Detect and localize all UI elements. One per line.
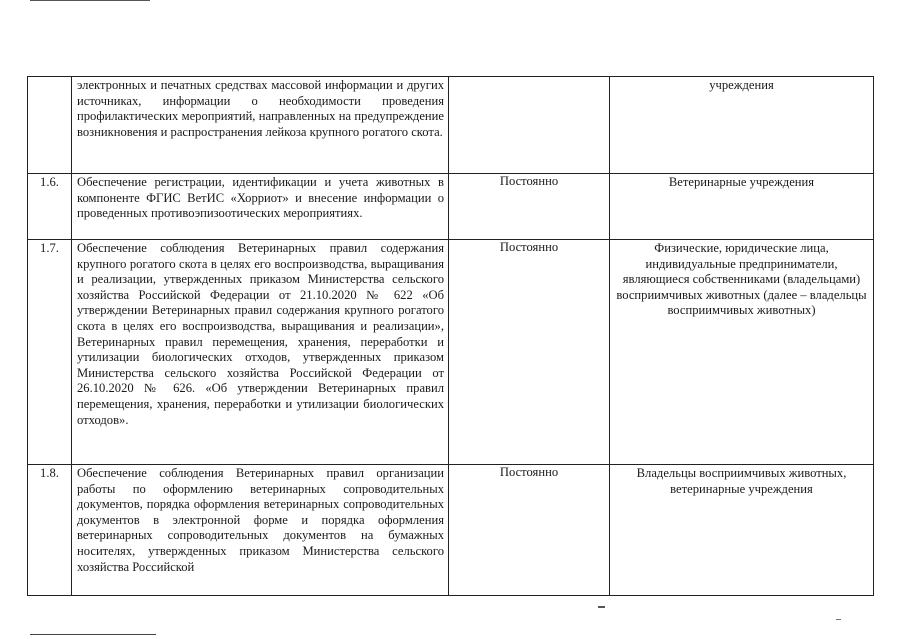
- table-row: [28, 77, 874, 174]
- responsible-cell: Владельцы восприимчивых животных, ветеринарные учреждения: [610, 465, 874, 596]
- measure-text: электронных и печатных средствах массовой информации и других источниках, информации о необходимости проведения профилактических мероприятий, направленных на предупреждение возникновения и распространения лейкоза крупного рогатого скота.: [77, 78, 444, 139]
- measures-table: [27, 76, 874, 596]
- row-number: [28, 77, 72, 174]
- scan-edge-line-bottom: [30, 634, 156, 635]
- responsible-cell: учреждения: [610, 77, 874, 174]
- scan-edge-line-top: [30, 0, 150, 1]
- term-cell: Постоянно: [449, 465, 610, 596]
- measure-text: Обеспечение регистрации, идентификации и учета животных в компоненте ФГИС ВетИС «Хорриот» и внесение информации о проведенных противоэпизоотических мероприятиях.: [77, 175, 444, 221]
- measure-cell: [72, 174, 449, 240]
- term-cell: [449, 77, 610, 174]
- measure-cell: [72, 465, 449, 596]
- measure-text: Обеспечение соблюдения Ветеринарных правил содержания крупного рогатого скота в целях его воспроизводства, выращивания и реализации, утвержденных приказом Министерства сельского хозяйства Российской Федерации от 21.10.2020 № 622 «Об утверждении Ветеринарных правил содержания крупного рогатого скота в целях его воспроизводства, выращивания и реализации», Ветеринарных правил перемещения, хранения, переработки и утилизации биологических отходов, утвержденных приказом Министерства сельского хозяйства Российской Федерации от 26.10.2020 № 626. «Об утверждении Ветеринарных правил перемещения, хранения, переработки и утилизации биологических отходов».: [77, 241, 444, 427]
- row-number: 1.6.: [28, 174, 72, 240]
- row-number: 1.8.: [28, 465, 72, 596]
- measure-cell: [72, 240, 449, 465]
- term-cell: Постоянно: [449, 240, 610, 465]
- table-row: [28, 174, 874, 240]
- measure-text: Обеспечение соблюдения Ветеринарных правил организации работы по оформлению ветеринарных сопроводительных документов, порядка оформления ветеринарных сопроводительных документов в электронной форме и порядка оформления ветеринарных сопроводительных документов на бумажных носителях, утвержденных приказом Министерства сельского хозяйства Российской: [77, 466, 444, 574]
- responsible-cell: Ветеринарные учреждения: [610, 174, 874, 240]
- table-row: [28, 465, 874, 596]
- table-row: [28, 240, 874, 465]
- measure-cell: [72, 77, 449, 174]
- term-cell: Постоянно: [449, 174, 610, 240]
- scan-speck: [836, 619, 841, 620]
- scan-speck: [598, 606, 605, 608]
- responsible-cell: Физические, юридические лица, индивидуальные предприниматели, являющиеся собственниками (владельцами) восприимчивых животных (далее – владельцы восприимчивых животных): [610, 240, 874, 465]
- row-number: 1.7.: [28, 240, 72, 465]
